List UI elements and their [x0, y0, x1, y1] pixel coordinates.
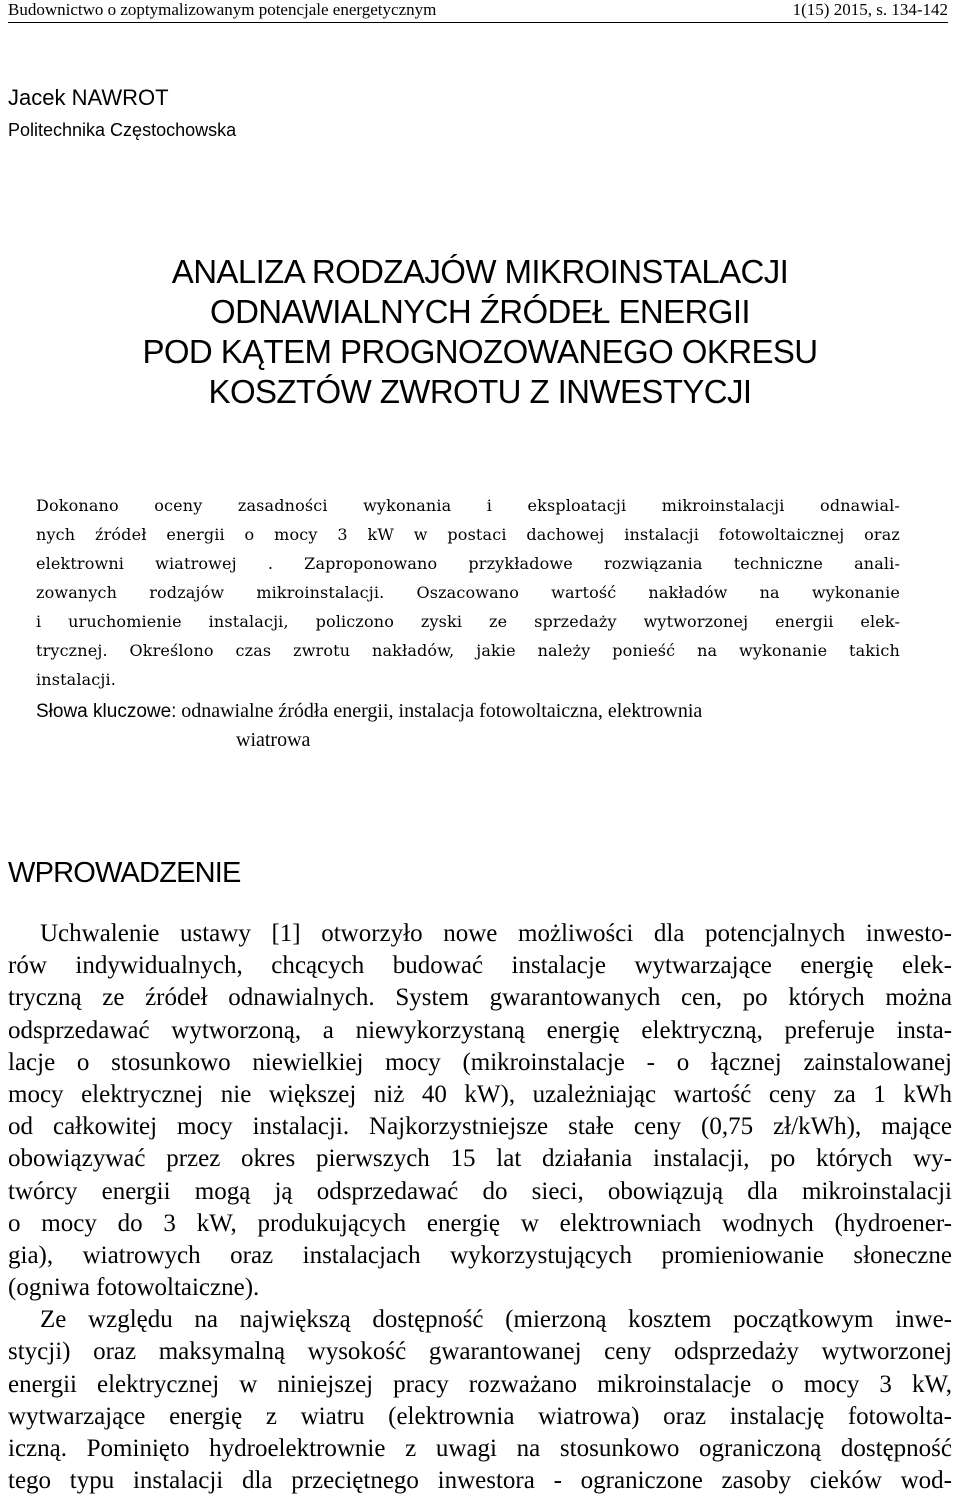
body-line: Uchwalenie ustawy [1] otworzyło nowe możliwości dla potencjalnych inwesto- [40, 920, 952, 947]
body-line: Ze względu na największą dostępność (mierzoną kosztem początkowym inwe- [40, 1306, 952, 1334]
body-line: od całkowitej mocy instalacji. Najkorzystniejsze stałe ceny (0,75 zł/kWh), mające [8, 1113, 952, 1141]
running-header [8, 0, 948, 23]
keywords-text: wiatrowa [236, 729, 311, 751]
abstract-line: instalacji. [36, 670, 117, 689]
title-line: POD KĄTEM PROGNOZOWANEGO OKRESU [142, 333, 818, 370]
title-line: KOSZTÓW ZWROTU Z INWESTYCJI [208, 373, 752, 410]
body-line: tego typu instalacji dla przeciętnego inwestora - ograniczone zasoby cieków wod- [8, 1467, 952, 1495]
abstract-line: Dokonano oceny zasadności wykonania i eksploatacji mikroinstalacji odnawial- [36, 496, 900, 515]
body-line: rów indywidualnych, chcących budować instalacje wytwarzające energię elek- [8, 952, 952, 980]
title-line: ANALIZA RODZAJÓW MIKROINSTALACJI [171, 253, 789, 290]
body-line: iczną. Pominięto hydroelektrownie z uwagi na stosunkowo ograniczoną dostępność [8, 1435, 952, 1462]
body-text [8, 918, 952, 1497]
author-affiliation: Politechnika Częstochowska [8, 120, 237, 140]
body-line: stycji) oraz maksymalną wysokość gwarantowanej ceny odsprzedaży wytworzonej [8, 1338, 952, 1366]
body-line: obowiązywać przez okres pierwszych 15 lat działania instalacji, po których wy- [8, 1145, 952, 1173]
keywords-text: odnawialne źródła energii, instalacja fotowoltaiczna, elektrownia [181, 700, 703, 722]
abstract-line: i uruchomienie instalacji, policzono zyski ze sprzedaży wytworzonej energii elek- [36, 612, 900, 631]
keywords-label: Słowa kluczowe: [36, 701, 177, 722]
body-line: o mocy do 3 kW, produkujących energię w elektrowniach wodnych (hydroener- [8, 1209, 952, 1237]
body-line: energii elektrycznej w niniejszej pracy rozważano mikroinstalacje o mocy 3 kW, [8, 1370, 952, 1398]
abstract-line: elektrowni wiatrowej . Zaproponowano przykładowe rozwiązania techniczne anali- [36, 554, 900, 573]
abstract-line: zowanych rodzajów mikroinstalacji. Oszacowano wartość nakładów na wykonanie [36, 583, 900, 602]
keywords [36, 697, 900, 755]
abstract [36, 491, 900, 694]
body-line: mocy elektrycznej nie większej niż 40 kW), uzależniając wartość ceny za 1 kWh [8, 1080, 952, 1108]
body-line: twórcy energii mogą ją odsprzedawać do sieci, obowiązują dla mikroinstalacji [8, 1177, 952, 1205]
body-line: (ogniwa fotowoltaiczne). [8, 1274, 260, 1302]
issue-pages: 1(15) 2015, s. 134-142 [792, 0, 948, 19]
abstract-line: trycznej. Określono czas zwrotu nakładów, jakie należy ponieść na wykonanie takich [36, 641, 900, 660]
abstract-line: nych źródeł energii o mocy 3 kW w postaci dachowej instalacji fotowoltaicznej oraz [36, 525, 900, 544]
paper-title [120, 252, 840, 412]
body-line: gia), wiatrowych oraz instalacjach wykorzystujących promieniowanie słoneczne [8, 1241, 952, 1269]
title-line: ODNAWIALNYCH ŹRÓDEŁ ENERGII [210, 293, 750, 330]
journal-name: Budownictwo o zoptymalizowanym potencjale energetycznym [8, 0, 437, 19]
body-line: odsprzedawać wytworzoną, a niewykorzystaną energię elektryczną, preferuje insta- [8, 1016, 952, 1044]
keywords-line [36, 697, 900, 726]
body-line: wytwarzające energię z wiatru (elektrownia wiatrowa) oraz instalację fotowolta- [8, 1402, 952, 1430]
section-heading: WPROWADZENIE [8, 857, 241, 889]
body-line: tryczną ze źródeł odnawialnych. System gwarantowanych cen, po których można [8, 984, 952, 1012]
body-line: lacje o stosunkowo niewielkiej mocy (mikroinstalacje - o łącznej zainstalowanej [8, 1048, 952, 1076]
author-name: Jacek NAWROT [8, 85, 169, 110]
